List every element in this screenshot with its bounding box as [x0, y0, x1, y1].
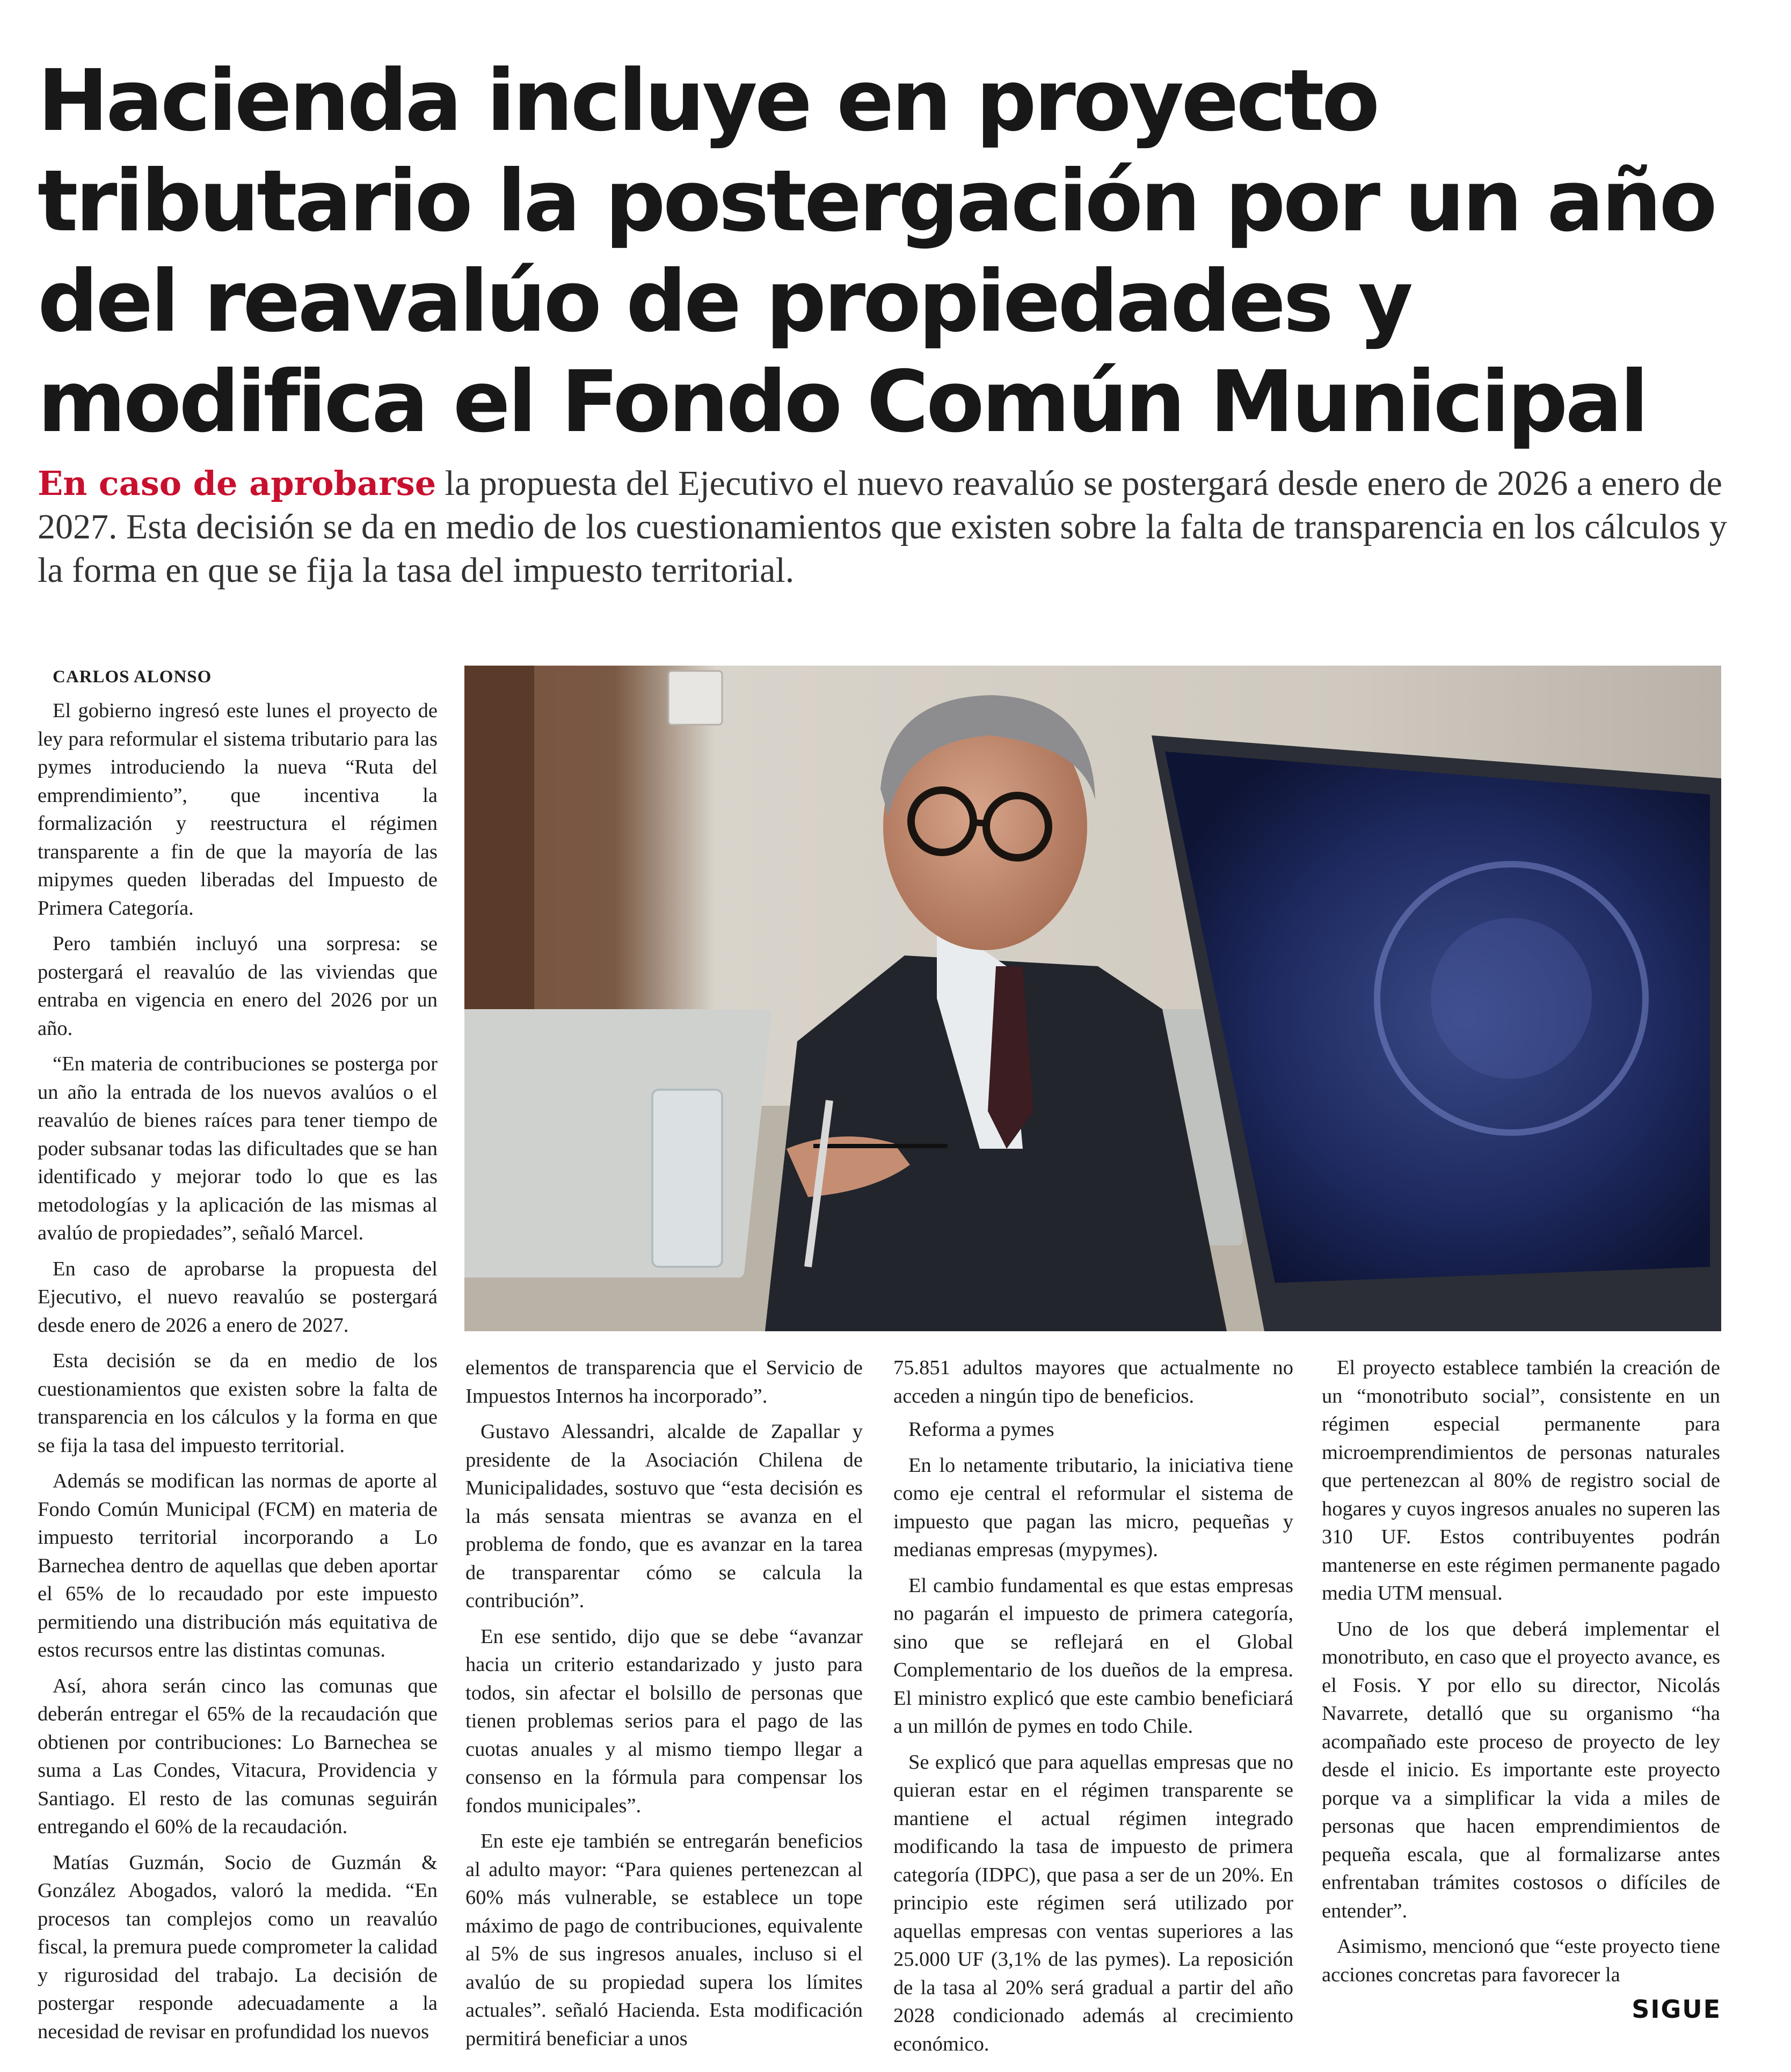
lead-paragraph: [38, 462, 1729, 592]
paragraph: El proyecto establece también la creación de un “monotributo social”, consistente en un régimen especial permanente para microemprendimientos de personas naturales que pertenezcan al 80% de registro social de hogares y cuyos ingresos anuales no superen las 310 UF. Estos contribuyentes podrán mantenerse en este régimen permanente pagado media UTM mensual.: [1322, 1356, 1720, 1604]
section-subhead: Reforma a pymes: [908, 1418, 1054, 1441]
paragraph: En ese sentido, dijo que se debe “avanzar hacia un criterio estandarizado y justo para todos, sin afectar el bolsillo de personas que tienen problemas serios para el pago de las cuotas anuales y al mismo tiempo llegar a consenso en la fórmula para compensar los fondos municipales”.: [465, 1625, 863, 1817]
article-column-2: [465, 1354, 863, 2053]
lead-kicker: En caso de aprobarse: [38, 464, 436, 503]
photo-illustration: [464, 666, 1721, 1331]
paragraph: “En materia de contribuciones se posterga por un año la entrada de los nuevos avalúos o el reavalúo de bienes raíces para tener tiempo de poder subsanar todas las dificultades que se han identificado y mejorar todo lo que es las metodologías y la aplicación de las mismas al avalúo de propiedades”, señaló Marcel.: [38, 1053, 438, 1244]
paragraph: elementos de transparencia que el Servicio de Impuestos Internos ha incorporado”.: [465, 1356, 863, 1407]
article-column-4: [1322, 1354, 1720, 1989]
paragraph: En lo netamente tributario, la iniciativa tiene como eje central el reformular el sistema de impuesto que pagan las micro, pequeñas y medianas empresas (mypymes).: [893, 1454, 1293, 1561]
article-photo: [464, 666, 1721, 1331]
paragraph: Esta decisión se da en medio de los cuestionamientos que existen sobre la falta de transparencia en los cálculos y la forma en que se fija la tasa del impuesto territorial.: [38, 1349, 438, 1457]
paragraph: Además se modifican las normas de aporte al Fondo Común Municipal (FCM) en materia de impuesto territorial incorporando a Lo Barnechea dentro de aquellas que deben aportar el 65% de lo recaudado por este impuesto permitiendo una distribución más equitativa de estos recursos entre las distintas comunas.: [38, 1470, 438, 1661]
paragraph: En este eje también se entregarán beneficios al adulto mayor: “Para quienes pertenezcan al 60% más vulnerable, se establece un tope máximo de pago de contribuciones, equivalente al 5% de sus ingresos anuales, incluso si el avalúo de su propiedad supera los límites actuales”. señaló Hacienda. Esta modificación permitirá beneficiar a unos: [465, 1830, 863, 2050]
paragraph: En caso de aprobarse la propuesta del Ejecutivo, el nuevo reavalúo se postergará desde enero de 2026 a enero de 2027.: [38, 1257, 438, 1337]
paragraph: Gustavo Alessandri, alcalde de Zapallar y presidente de la Asociación Chilena de Municipalidades, sostuvo que “esta decisión es la más sensata mientras se avanza en el problema de fondo, que es avanzar en la tarea de transparentar cómo se calcula la contribución”.: [465, 1420, 863, 1612]
paragraph: Pero también incluyó una sorpresa: se postergará el reavalúo de las viviendas que entraba en vigencia en enero del 2026 por un año.: [38, 932, 438, 1040]
article-column-3: [893, 1354, 1293, 2058]
article-column-1: [38, 665, 438, 2046]
paragraph: Matías Guzmán, Socio de Guzmán & González Abogados, valoró la medida. “En procesos tan complejos como un reavalúo fiscal, la premura puede comprometer la calidad y rigurosidad del trabajo. La decisión de postergar responde adecuadamente a la necesidad de revisar en profundidad los nuevos: [38, 1851, 438, 2043]
byline: CARLOS ALONSO: [53, 667, 212, 687]
paragraph: Se explicó que para aquellas empresas que no quieran estar en el régimen transparente se mantiene el actual régimen integrado modificando la tasa de impuesto de primera categoría (IDPC), que pasa a ser de un 20%. En principio este régimen será utilizado por aquellas empresas con ventas superiores a las 25.000 UF (3,1% de las pymes). La reposición de la tasa al 20% será gradual a partir del año 2028 condicionado además al crecimiento económico.: [893, 1750, 1293, 2055]
continued-marker: SIGUE: [1632, 1995, 1721, 2024]
paragraph: El cambio fundamental es que estas empresas no pagarán el impuesto de primera categoría, sino que se reflejará en el Global Complementario de los dueños de la empresa. El ministro explicó que este cambio beneficiará a un millón de pymes en todo Chile.: [893, 1574, 1293, 1738]
paragraph: Uno de los que deberá implementar el monotributo, en caso que el proyecto avance, es el Fosis. Y por ello su director, Nicolás Navarrete, detalló que su organismo “ha acompañado este proceso de proyecto de ley desde el inicio. Es importante este proyecto porque va a simplificar la vida a miles de personas que hacen emprendimientos de pequeña escala, que al formalizarse antes enfrentaban trámites costosos o difíciles de entender”.: [1322, 1617, 1720, 1922]
headline: Hacienda incluye en proyecto tributario la postergación por un año del reavalúo de propiedades y modifica el Fondo Común Municipal: [38, 52, 1715, 451]
paragraph: 75.851 adultos mayores que actualmente no acceden a ningún tipo de beneficios.: [893, 1356, 1293, 1407]
lead-text: la propuesta del Ejecutivo el nuevo reavalúo se postergará desde enero de 2026 a enero de 2027. Esta decisión se da en medio de los cuestionamientos que existen sobre la falta de transparencia en los cálculos y la forma en que se fija la tasa del impuesto territorial.: [38, 464, 1727, 590]
paragraph: Asimismo, mencionó que “este proyecto tiene acciones concretas para favorecer la: [1322, 1935, 1720, 1986]
paragraph: El gobierno ingresó este lunes el proyecto de ley para reformular el sistema tributario para las pymes introduciendo la nueva “Ruta del emprendimiento”, que incentiva la formalización y reestructura el régimen transparente a fin de que la mayoría de las mipymes queden liberadas del Impuesto de Primera Categoría.: [38, 699, 438, 920]
paragraph: Así, ahora serán cinco las comunas que deberán entregar el 65% de la recaudación que obtienen por contribuciones: Lo Barnechea se suma a Las Condes, Vitacura, Providencia y Santiago. El resto de las comunas seguirán entregando el 60% de la recaudación.: [38, 1674, 438, 1838]
